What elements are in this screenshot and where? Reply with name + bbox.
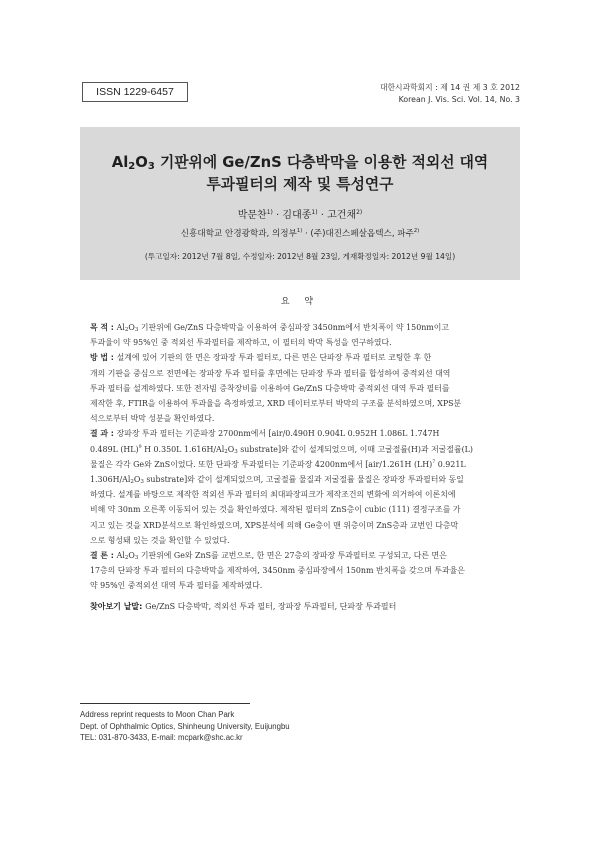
- title-block: [80, 127, 520, 280]
- purpose-label: 목 적 :: [90, 323, 117, 332]
- abstract-line: 결 론 : $Al_2O_3$ 기판위에 Ge와 ZnS를 교번으로, 한 면은 27층의 장파장 투과필터로 구성되고, 다른 면은: [90, 551, 447, 562]
- journal-info: [380, 82, 520, 106]
- abstract-line: $1.306H/Al_2O_3$ substrate]와 같이 설계되었으며, 고굴절률 물질과 저굴절률 물질은 장파장 투과필터와 동일: [90, 475, 464, 486]
- correspondence-footnote: Address reprint requests to Moon Chan Park Dept. of Ophthalmic Optics, Shinheung University, Euijungbu TEL: 031-870-3433, E-mail: mcpark@shc.ac.kr: [80, 710, 290, 742]
- abstract-line: 지고 있는 것을 XRD분석으로 확인하였으며, XPS분석에 의해 Ge층이 맨 위층이며 ZnS층과 교번인 다층막: [90, 520, 459, 530]
- abstract-line: 개의 기판을 중심으로 전면에는 장파장 투과 필터를 후면에는 단파장 투과 필터를 합성하여 중적외선 대역: [90, 368, 451, 378]
- abstract-line: 하였다. 설계를 바탕으로 제작한 적외선 투과 필터의 최대파장피크가 제작조건의 변화에 의거하여 이론치에: [90, 490, 456, 500]
- abstract-line: 결 과 : 장파장 투과 필터는 기준파장 2700nm에서 [air/0.490H 0.904L 0.952H 1.086L 1.747H: [90, 429, 440, 439]
- title-line-2: 투과필터의 제작 및 특성연구: [206, 176, 394, 193]
- issn-box: ISSN 1229-6457: [82, 82, 188, 102]
- abstract-line: 17층의 단파장 투과 필터의 다층박막을 제작하여, 3450nm 중심파장에서 150nm 반치폭을 갖으며 투과율은: [90, 566, 465, 576]
- author-name: 김대종: [282, 210, 312, 221]
- abstract-line: 투과율이 약 95%인 중 적외선 투과필터를 제작하고, 이 필터의 박막 특성을 연구하였다.: [90, 338, 392, 348]
- abstract-line: 제작한 후, FTIR을 이용하여 투과율을 측정하였고, XRD 데이터로부터 박막의 구조를 분석하였으며, XPS분: [90, 399, 462, 409]
- abstract-line: 약 95%인 중적외선 대역 투과 필터를 제작하였다.: [90, 581, 263, 591]
- abstract-body: [90, 320, 515, 594]
- affiliation: 신흥대학교 안경광학과, 의정부$^{1)}$ · (주)대진스페살옵텍스, 파주$^{2)}$: [180, 228, 420, 239]
- author-list: 박문찬$^{1)}$ · 김대종$^{1)}$ · 고건채$^{2)}$: [237, 209, 363, 221]
- abstract-line: 0.489L (HL)$^9$ H 0.350L $1.616H/Al_2O_3$ substrate]와 같이 설계되었으며, 이때 고굴절률(H)과 저굴절률(L): [90, 444, 473, 455]
- abstract-line: 으로 형성돼 있는 것을 확인할 수 있었다.: [90, 535, 230, 545]
- journal-english: Korean J. Vis. Sci. Vol. 14, No. 3: [398, 95, 520, 104]
- keywords-label: 찾아보기 낱말:: [90, 602, 146, 611]
- keywords-text: Ge/ZnS 다층박막, 적외선 투과 필터, 장파장 투과필터, 단파장 투과필터: [145, 602, 397, 611]
- abstract-line: 투과 필터를 설계하였다. 또한 전자빔 증착장비를 이용하여 Ge/ZnS 다층박막 중적외선 대역 투과 필터를: [90, 383, 450, 393]
- title-line-1: $Al_2O_3$ 기판위에 Ge/ZnS 다층박막을 이용한 적외선 대역: [111, 154, 489, 172]
- submission-dates: (투고일자: 2012년 7월 8일, 수정일자: 2012년 8월 23일, 게재확정일자: 2012년 9월 14일): [144, 252, 456, 261]
- keywords: [90, 601, 515, 613]
- abstract-heading: 요 약: [280, 297, 320, 307]
- conclusion-label: 결 론 :: [90, 551, 117, 561]
- abstract-line: 비해 약 30nm 오른쪽 이동되어 있는 것을 확인하였다. 제작된 필터의 ZnS층이 cubic (111) 결정구조를 가: [90, 505, 461, 515]
- author-name: 박문찬: [237, 210, 267, 221]
- abstract-line: 물질은 각각 Ge와 ZnS이었다. 또한 단파장 투과필터는 기준파장 4200nm에서 [air/1.261H (LH)$^7$ 0.921L: [90, 459, 466, 469]
- method-label: 방 법 :: [90, 353, 117, 363]
- result-label: 결 과 :: [90, 429, 117, 439]
- abstract-line: 석으로부터 박막 성분을 확인하였다.: [90, 414, 215, 424]
- footnote-rule: [80, 703, 250, 704]
- abstract-line: 방 법 : 설계에 있어 기판의 한 면은 장파장 투과 필터로, 다른 면은 단파장 투과 필터로 코팅한 후 한: [90, 353, 432, 363]
- author-name: 고건채: [327, 210, 357, 221]
- journal-korean: 대한시과학회지 : 제 14 권 제 3 호 2012: [379, 83, 520, 92]
- abstract-line: 목 적 : $Al_2O_3$ 기판위에 Ge/ZnS 다층박막을 이용하여 중심파장 3450nm에서 반치폭이 약 150nm이고: [90, 323, 450, 333]
